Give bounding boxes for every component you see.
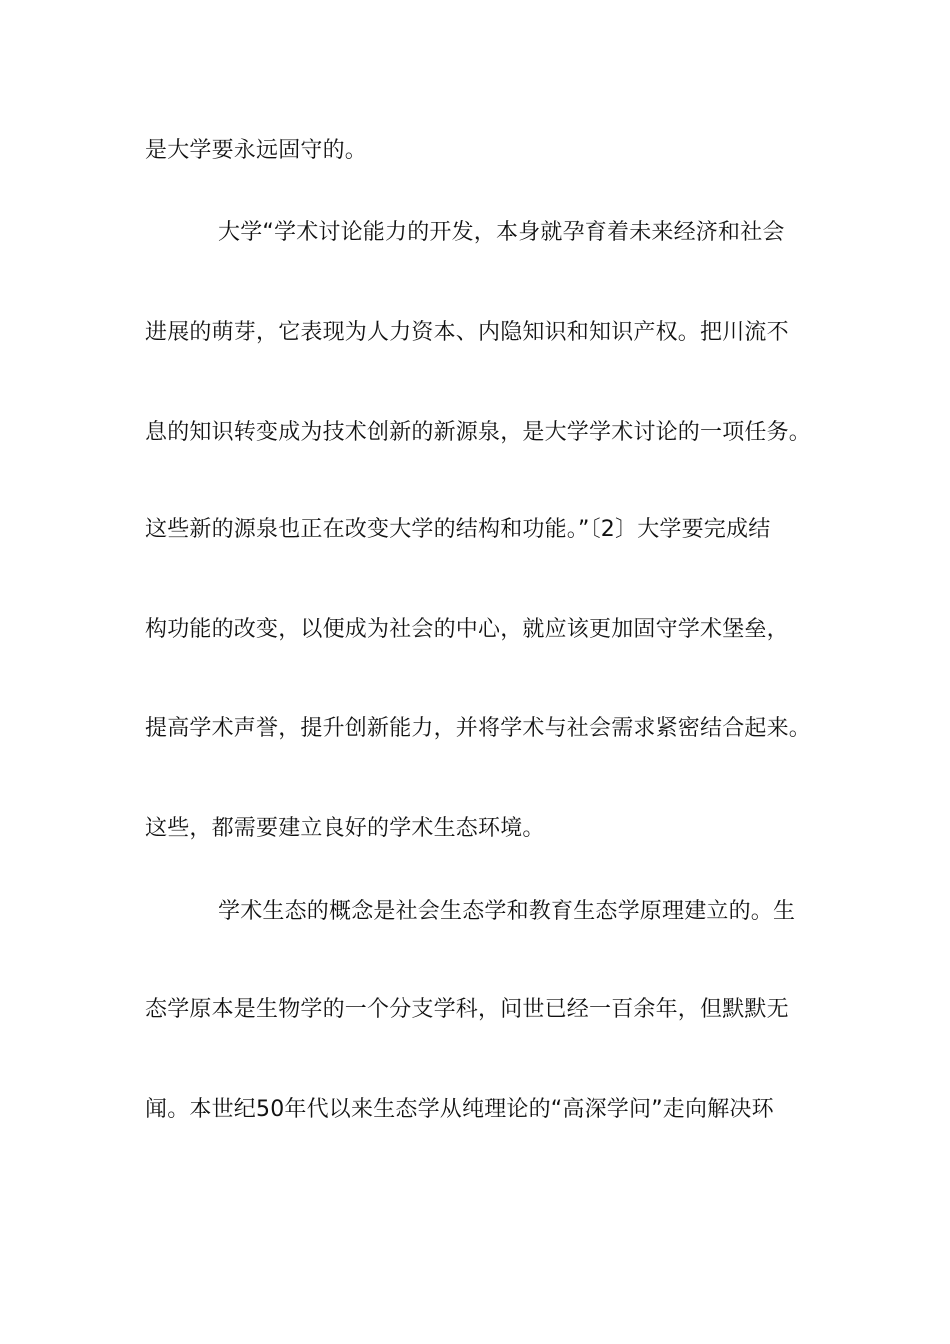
text-line-7: 提高学术声誉，提升创新能力，并将学术与社会需求紧密结合起来。: [145, 716, 812, 741]
text-line-2: 大学“学术讨论能力的开发，本身就孕育着未来经济和社会: [218, 220, 785, 245]
text-line-4: 息的知识转变成为技术创新的新源泉，是大学学术讨论的一项任务。: [145, 420, 812, 445]
text-line-9: 学术生态的概念是社会生态学和教育生态学原理建立的。生: [218, 899, 796, 924]
text-line-6: 构功能的改变，以便成为社会的中心，就应该更加固守学术堡垒，: [145, 617, 789, 642]
text-line-8: 这些，都需要建立良好的学术生态环境。: [145, 816, 545, 841]
text-line-10: 态学原本是生物学的一个分支学科，问世已经一百余年，但默默无: [145, 997, 789, 1022]
text-line-3: 进展的萌芽，它表现为人力资本、内隐知识和知识产权。把川流不: [145, 320, 789, 345]
text-line-1: 是大学要永远固守的。: [145, 138, 368, 163]
text-line-11: 闻。本世纪50年代以来生态学从纯理论的“高深学问”走向解决环: [145, 1097, 774, 1122]
text-line-5: 这些新的源泉也正在改变大学的结构和功能。”〔2〕大学要完成结: [145, 517, 771, 542]
